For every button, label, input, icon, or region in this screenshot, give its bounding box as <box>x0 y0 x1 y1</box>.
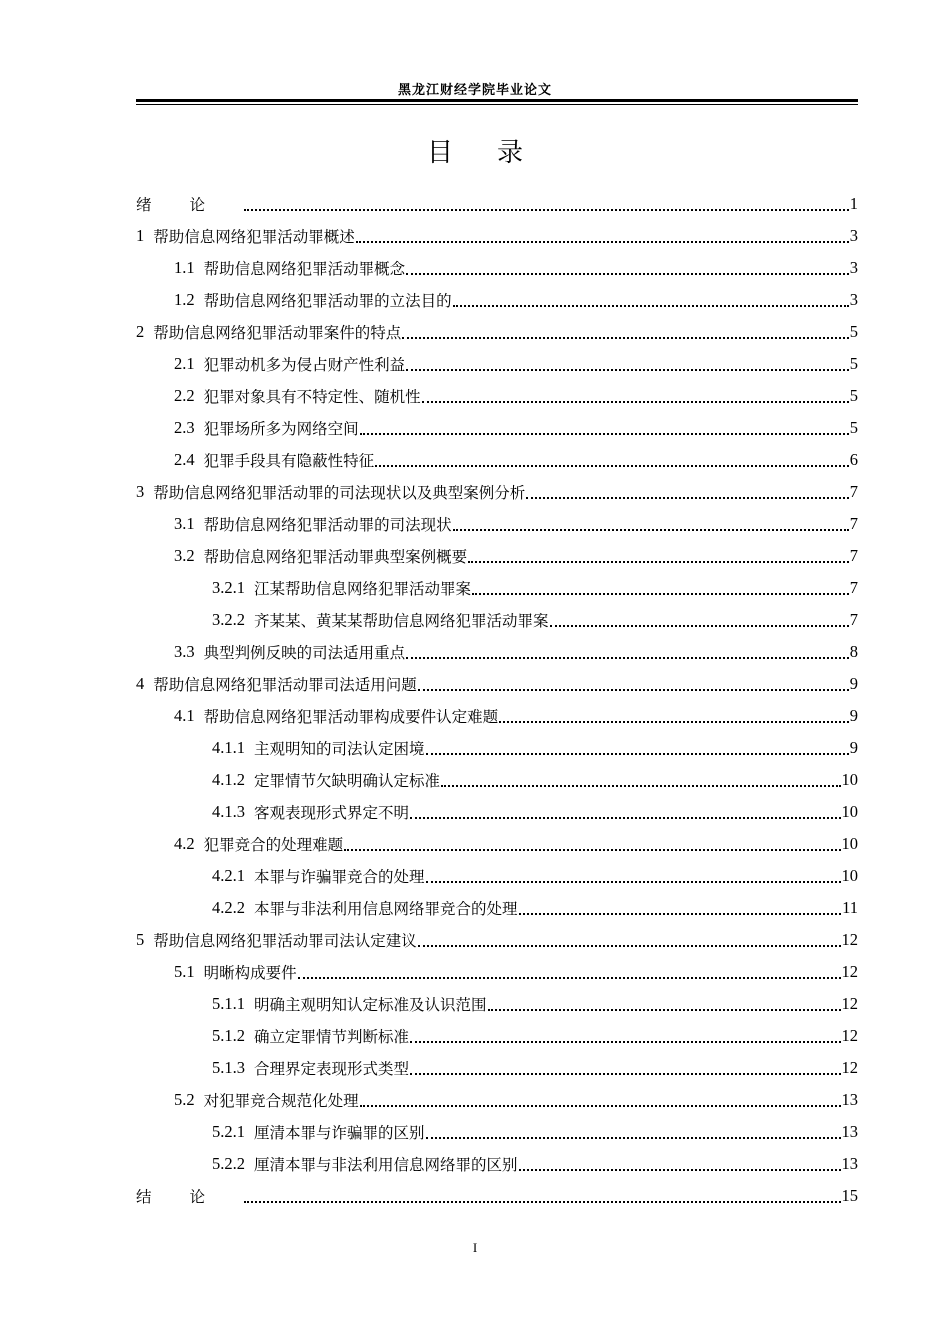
toc-entry-label: 帮助信息网络犯罪活动罪的司法现状以及典型案例分析 <box>153 484 526 502</box>
toc-dot-leader <box>360 1105 841 1107</box>
toc-entry-label: 合理界定表现形式类型 <box>254 1060 410 1078</box>
toc-entry[interactable] <box>136 1084 858 1116</box>
toc-entry-page: 10 <box>841 802 858 821</box>
header-rule-thick <box>136 99 858 102</box>
toc-entry-page: 5 <box>849 354 858 373</box>
toc-entry-label: 犯罪对象具有不特定性、随机性 <box>203 388 421 406</box>
toc-entry[interactable] <box>136 796 858 828</box>
toc-entry-number: 2.4 <box>174 450 195 469</box>
toc-dot-leader <box>519 1169 841 1171</box>
toc-dot-leader <box>499 721 849 723</box>
toc-entry[interactable] <box>136 348 858 380</box>
toc-entry-number: 2.1 <box>174 354 195 373</box>
toc-entry-number: 5.2.2 <box>212 1154 245 1173</box>
toc-entry-number: 5.1.2 <box>212 1026 245 1045</box>
toc-entry-page: 11 <box>842 898 858 917</box>
toc-entry-label: 帮助信息网络犯罪活动罪的司法现状 <box>203 516 452 534</box>
toc-dot-leader <box>472 593 849 595</box>
toc-dot-leader <box>422 401 849 403</box>
toc-entry-number: 4.1.2 <box>212 770 245 789</box>
toc-entry-number: 1.2 <box>174 290 195 309</box>
toc-dot-leader <box>519 913 842 915</box>
toc-dot-leader <box>244 1201 840 1203</box>
toc-entry-page: 15 <box>841 1186 858 1205</box>
toc-entry[interactable] <box>136 636 858 668</box>
toc-entry-label: 绪论 <box>136 196 244 214</box>
toc-dot-leader <box>550 625 849 627</box>
toc-entry-number: 5.2 <box>174 1090 195 1109</box>
toc-entry-number: 1 <box>136 226 145 245</box>
toc-entry-label: 客观表现形式界定不明 <box>254 804 410 822</box>
toc-entry-page: 13 <box>841 1154 858 1173</box>
toc-entry-label: 帮助信息网络犯罪活动罪的立法目的 <box>203 292 452 310</box>
toc-entry[interactable] <box>136 1052 858 1084</box>
toc-entry[interactable] <box>136 572 858 604</box>
toc-entry[interactable] <box>136 956 858 988</box>
toc-entry-label: 定罪情节欠缺明确认定标准 <box>254 772 441 790</box>
toc-entry-label: 确立定罪情节判断标准 <box>254 1028 410 1046</box>
toc-entry[interactable] <box>136 924 858 956</box>
toc-entry[interactable] <box>136 412 858 444</box>
toc-entry-label: 齐某某、黄某某帮助信息网络犯罪活动罪案 <box>254 612 549 630</box>
toc-entry-page: 12 <box>841 930 858 949</box>
toc-dot-leader <box>426 881 841 883</box>
toc-entry-number: 1.1 <box>174 258 195 277</box>
toc-title: 目录 <box>426 138 567 168</box>
toc-entry-page: 8 <box>849 642 858 661</box>
toc-entry-number: 3.2.1 <box>212 578 245 597</box>
toc-entry-label: 帮助信息网络犯罪活动罪典型案例概要 <box>203 548 468 566</box>
toc-entry-number: 4.2.1 <box>212 866 245 885</box>
toc-entry-label: 本罪与非法利用信息网络罪竞合的处理 <box>254 900 518 918</box>
toc-entry-page: 10 <box>841 770 858 789</box>
toc-entry[interactable] <box>136 220 858 252</box>
toc-entry-page: 13 <box>841 1090 858 1109</box>
toc-entry-label: 犯罪动机多为侵占财产性利益 <box>203 356 406 374</box>
toc-entry-number: 3.1 <box>174 514 195 533</box>
table-of-contents <box>136 188 858 1212</box>
toc-entry-number: 5 <box>136 930 145 949</box>
toc-entry-number: 4.1.1 <box>212 738 245 757</box>
toc-entry-label: 明确主观明知认定标准及认识范围 <box>254 996 487 1014</box>
toc-entry-label: 帮助信息网络犯罪活动罪司法认定建议 <box>153 932 417 950</box>
footer-page-number: I <box>472 1240 478 1255</box>
toc-entry-label: 帮助信息网络犯罪活动罪案件的特点 <box>153 324 402 342</box>
toc-entry[interactable] <box>136 252 858 284</box>
toc-entry-number: 5.1.1 <box>212 994 245 1013</box>
toc-dot-leader <box>406 273 849 275</box>
toc-entry[interactable] <box>136 860 858 892</box>
toc-dot-leader <box>426 753 849 755</box>
toc-entry-page: 7 <box>849 482 858 501</box>
toc-entry-label: 江某帮助信息网络犯罪活动罪案 <box>254 580 472 598</box>
toc-entry-page: 9 <box>849 738 858 757</box>
toc-dot-leader <box>418 945 841 947</box>
toc-entry-page: 12 <box>841 1026 858 1045</box>
toc-dot-leader <box>410 1073 840 1075</box>
toc-entry-number: 3.2.2 <box>212 610 245 629</box>
toc-entry-label: 厘清本罪与诈骗罪的区别 <box>254 1124 425 1142</box>
toc-dot-leader <box>360 433 849 435</box>
toc-entry-label: 主观明知的司法认定困境 <box>254 740 425 758</box>
toc-entry[interactable] <box>136 700 858 732</box>
toc-dot-leader <box>488 1009 841 1011</box>
toc-entry-page: 10 <box>841 834 858 853</box>
toc-entry-page: 13 <box>841 1122 858 1141</box>
toc-entry-page: 7 <box>849 578 858 597</box>
toc-entry-label: 帮助信息网络犯罪活动罪司法适用问题 <box>153 676 417 694</box>
toc-entry[interactable] <box>136 1148 858 1180</box>
toc-entry-label: 典型判例反映的司法适用重点 <box>203 644 406 662</box>
toc-dot-leader <box>453 529 849 531</box>
toc-entry-number: 5.1.3 <box>212 1058 245 1077</box>
toc-entry[interactable] <box>136 540 858 572</box>
toc-entry-label: 犯罪场所多为网络空间 <box>203 420 359 438</box>
toc-entry-number: 4.2 <box>174 834 195 853</box>
toc-entry[interactable] <box>136 1180 858 1212</box>
toc-entry-page: 12 <box>841 994 858 1013</box>
toc-dot-leader <box>410 1041 840 1043</box>
toc-entry-page: 9 <box>849 706 858 725</box>
header-rule-thin <box>136 104 858 105</box>
toc-entry-label: 结论 <box>136 1188 244 1206</box>
toc-dot-leader <box>453 305 849 307</box>
toc-entry[interactable] <box>136 988 858 1020</box>
toc-entry-page: 3 <box>849 290 858 309</box>
toc-entry-label: 帮助信息网络犯罪活动罪概述 <box>153 228 355 246</box>
toc-entry-number: 3.3 <box>174 642 195 661</box>
toc-entry[interactable] <box>136 892 858 924</box>
toc-entry[interactable] <box>136 444 858 476</box>
toc-entry[interactable] <box>136 188 858 220</box>
toc-entry-number: 4 <box>136 674 145 693</box>
toc-entry-number: 3 <box>136 482 145 501</box>
toc-entry-label: 本罪与诈骗罪竞合的处理 <box>254 868 425 886</box>
toc-entry-page: 7 <box>849 610 858 629</box>
toc-entry[interactable] <box>136 380 858 412</box>
toc-entry[interactable] <box>136 508 858 540</box>
toc-entry[interactable] <box>136 828 858 860</box>
toc-dot-leader <box>410 817 840 819</box>
toc-entry-number: 5.2.1 <box>212 1122 245 1141</box>
toc-dot-leader <box>468 561 849 563</box>
toc-entry[interactable] <box>136 1020 858 1052</box>
toc-entry-page: 5 <box>849 322 858 341</box>
toc-entry[interactable] <box>136 604 858 636</box>
toc-entry-page: 3 <box>849 226 858 245</box>
toc-dot-leader <box>402 337 848 339</box>
toc-entry-label: 犯罪手段具有隐蔽性特征 <box>203 452 375 470</box>
toc-entry[interactable] <box>136 668 858 700</box>
toc-dot-leader <box>298 977 841 979</box>
toc-entry-number: 5.1 <box>174 962 195 981</box>
toc-entry-page: 5 <box>849 418 858 437</box>
toc-entry[interactable] <box>136 764 858 796</box>
toc-entry-page: 6 <box>849 450 858 469</box>
header-title: 黑龙江财经学院毕业论文 <box>397 83 552 98</box>
toc-entry[interactable] <box>136 1116 858 1148</box>
toc-entry-label: 帮助信息网络犯罪活动罪构成要件认定难题 <box>203 708 499 726</box>
toc-entry-number: 4.1 <box>174 706 195 725</box>
toc-entry-number: 2.3 <box>174 418 195 437</box>
toc-entry-label: 对犯罪竞合规范化处理 <box>203 1092 359 1110</box>
toc-entry-label: 帮助信息网络犯罪活动罪概念 <box>203 260 406 278</box>
toc-dot-leader <box>426 1137 841 1139</box>
toc-dot-leader <box>418 689 849 691</box>
toc-entry-number: 2.2 <box>174 386 195 405</box>
toc-entry-page: 7 <box>849 546 858 565</box>
toc-entry-page: 10 <box>841 866 858 885</box>
toc-entry-number: 3.2 <box>174 546 195 565</box>
toc-entry[interactable] <box>136 732 858 764</box>
toc-entry-number: 2 <box>136 322 145 341</box>
toc-entry-label: 明晰构成要件 <box>203 964 297 982</box>
toc-entry-label: 厘清本罪与非法利用信息网络罪的区别 <box>254 1156 518 1174</box>
toc-dot-leader <box>406 657 849 659</box>
toc-entry-page: 1 <box>849 194 858 213</box>
toc-entry[interactable] <box>136 316 858 348</box>
toc-dot-leader <box>344 849 840 851</box>
toc-entry-number: 4.1.3 <box>212 802 245 821</box>
toc-entry-page: 5 <box>849 386 858 405</box>
toc-entry[interactable] <box>136 476 858 508</box>
toc-entry[interactable] <box>136 284 858 316</box>
toc-dot-leader <box>244 209 849 211</box>
toc-entry-page: 3 <box>849 258 858 277</box>
toc-dot-leader <box>406 369 849 371</box>
toc-entry-number: 4.2.2 <box>212 898 245 917</box>
toc-entry-page: 12 <box>841 1058 858 1077</box>
toc-entry-label: 犯罪竞合的处理难题 <box>203 836 344 854</box>
toc-dot-leader <box>526 497 848 499</box>
toc-entry-page: 9 <box>849 674 858 693</box>
toc-dot-leader <box>356 241 849 243</box>
toc-entry-page: 12 <box>841 962 858 981</box>
toc-dot-leader <box>441 785 840 787</box>
toc-entry-page: 7 <box>849 514 858 533</box>
toc-dot-leader <box>375 465 849 467</box>
